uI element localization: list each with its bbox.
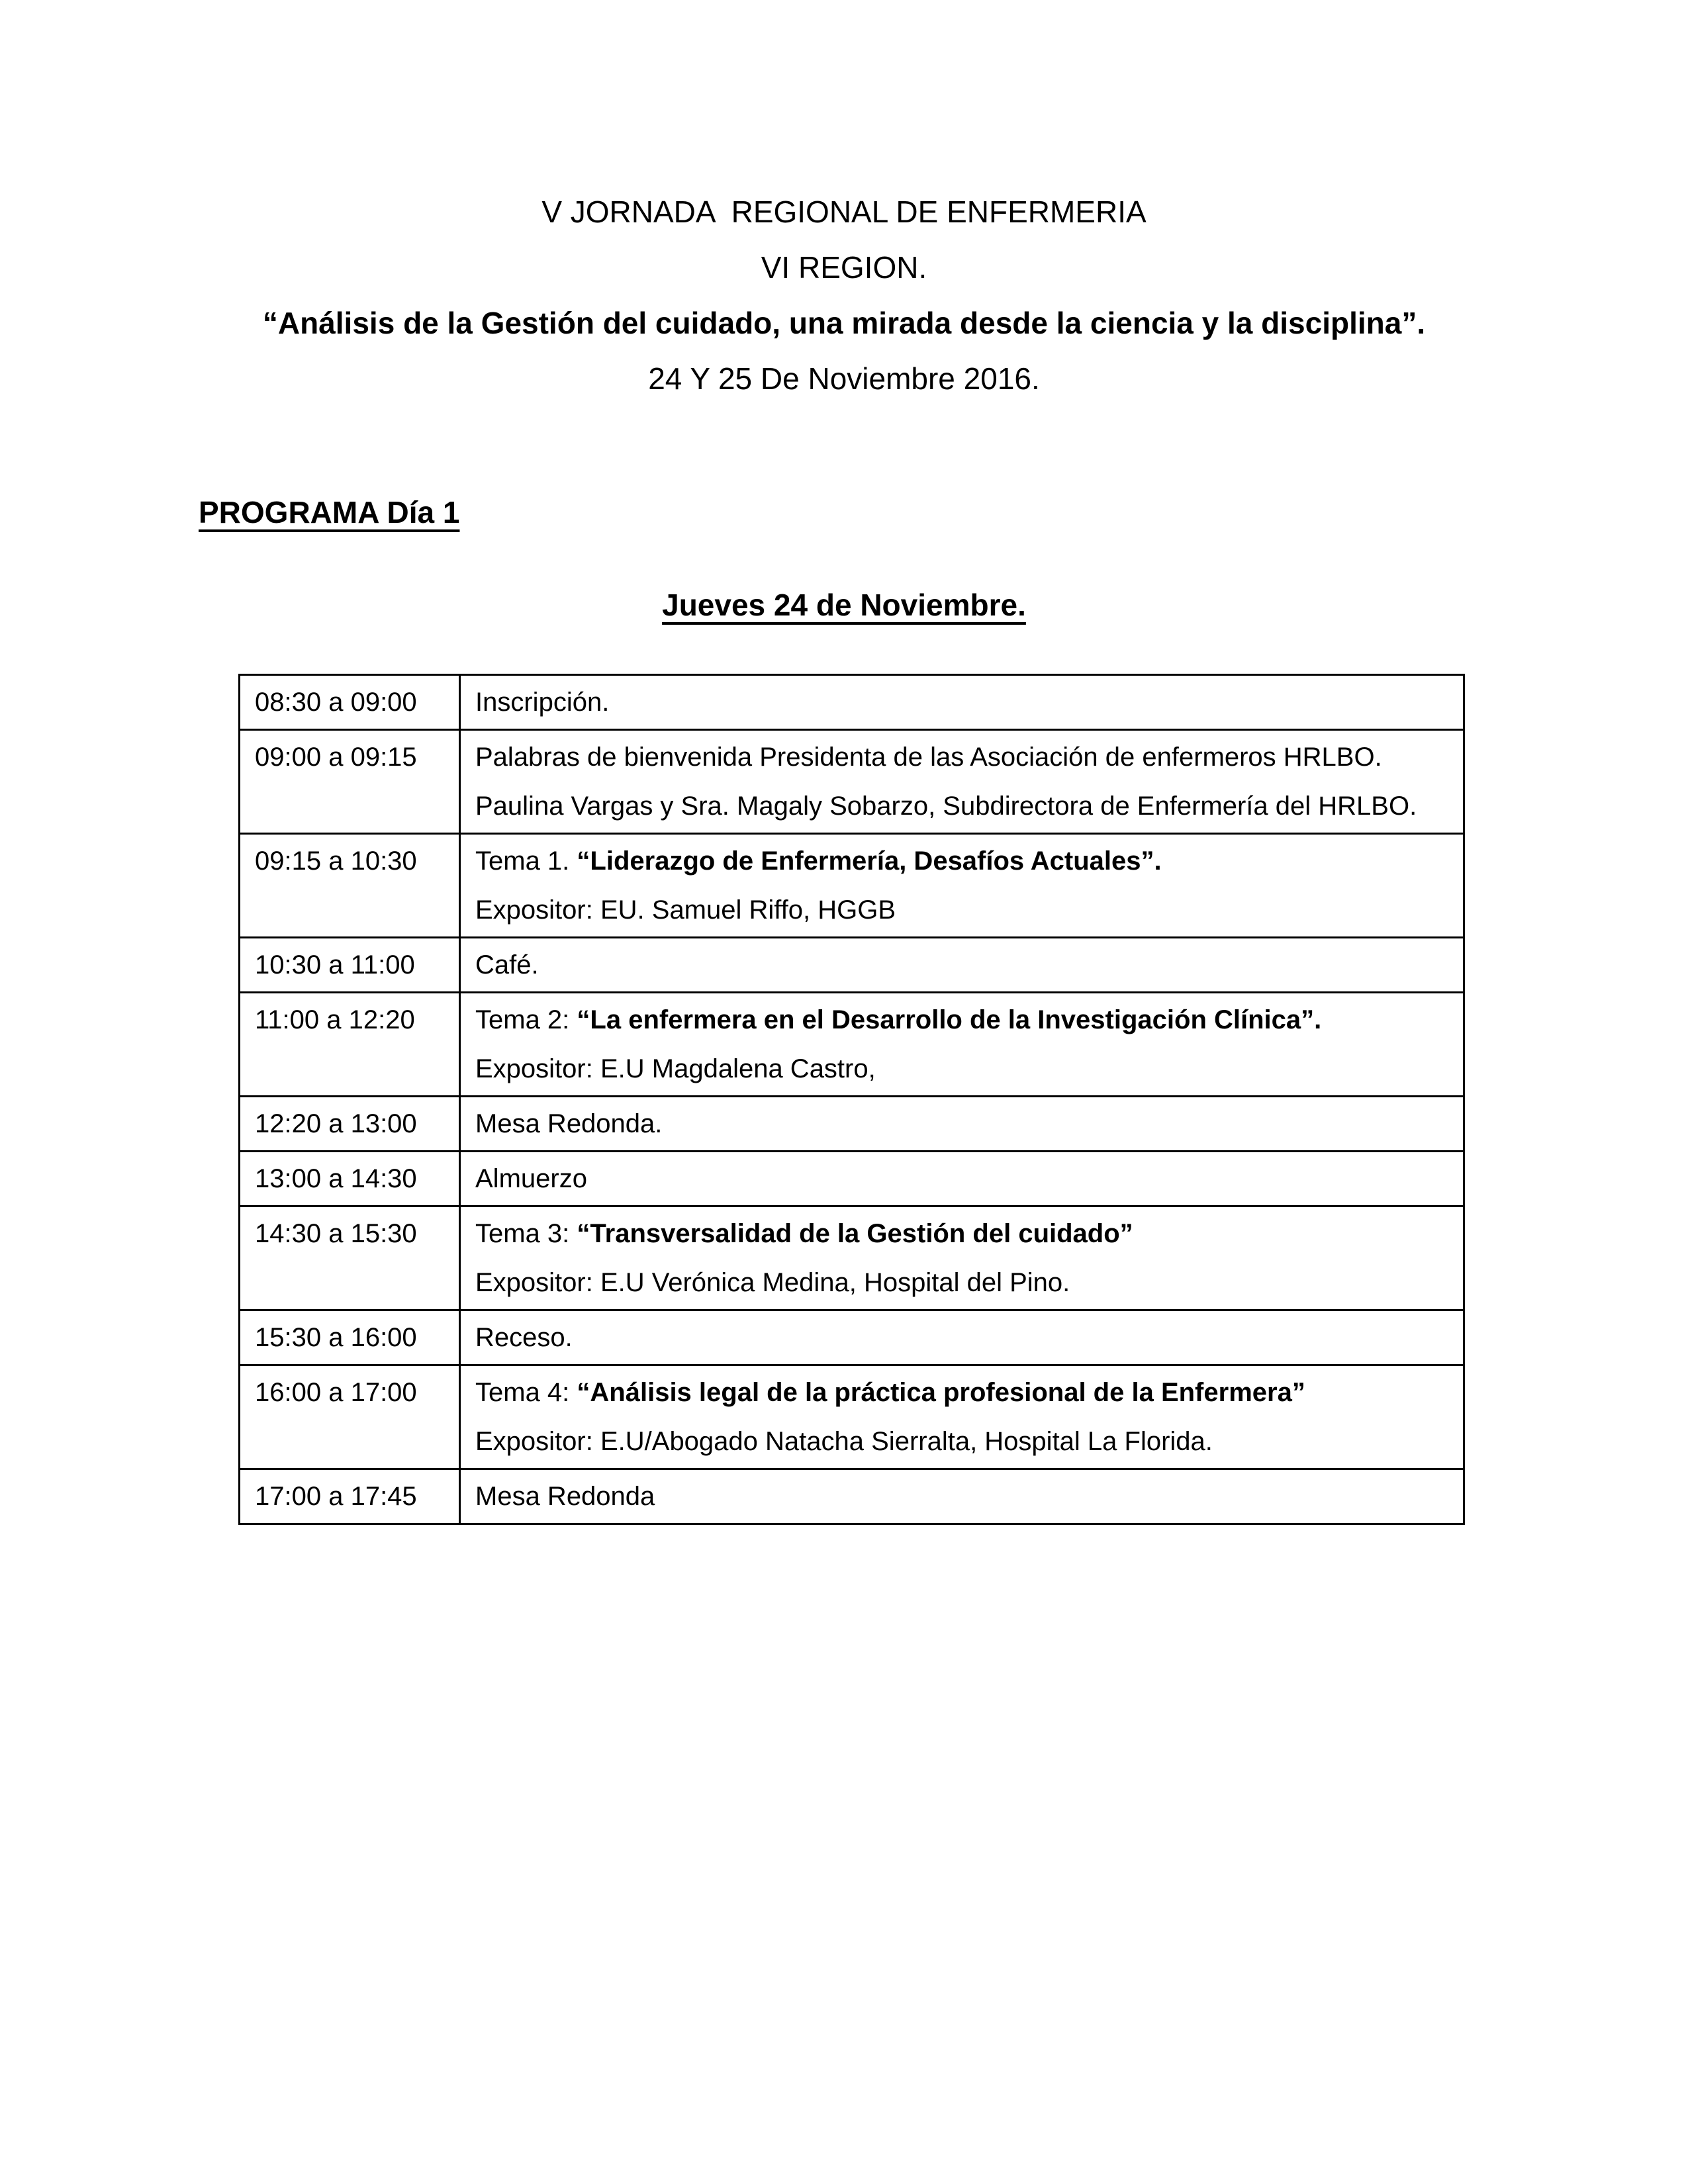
activity-topic-bold-text: “Análisis legal de la práctica profesional de la Enfermera” [577, 1378, 1305, 1407]
activity-cell [460, 1152, 1464, 1206]
activity-cell [460, 1469, 1464, 1524]
activity-cell [460, 675, 1464, 730]
table-row [240, 675, 1464, 730]
activity-cell [460, 730, 1464, 834]
activity-paragraph [475, 1044, 1450, 1093]
activity-text: Mesa Redonda [475, 1482, 655, 1511]
time-cell: 15:30 a 16:00 [240, 1310, 460, 1365]
program-day-heading: PROGRAMA Día 1 [199, 495, 460, 529]
activity-paragraph [475, 1472, 1450, 1521]
activity-paragraph [475, 678, 1450, 727]
activity-text: Mesa Redonda. [475, 1109, 663, 1138]
time-cell: 14:30 a 15:30 [240, 1206, 460, 1310]
time-cell: 09:15 a 10:30 [240, 834, 460, 938]
event-theme: “Análisis de la Gestión del cuidado, una mirada desde la ciencia y la disciplina”. [262, 306, 1426, 340]
activity-text: Almuerzo [475, 1164, 587, 1193]
schedule-table-body [240, 675, 1464, 1524]
activity-text: Palabras de bienvenida Presidenta de las Asociación de enfermeros HRLBO. Paulina Vargas y Sra. Magaly Sobarzo, Subdirectora de Enfermería del HRLBO. [475, 743, 1417, 821]
time-cell: 09:00 a 09:15 [240, 730, 460, 834]
table-row [240, 938, 1464, 993]
activity-cell [460, 1310, 1464, 1365]
activity-cell [460, 938, 1464, 993]
activity-paragraph [475, 1417, 1450, 1466]
activity-paragraph [475, 1099, 1450, 1148]
table-row [240, 1152, 1464, 1206]
activity-text: Tema 4: [475, 1378, 577, 1407]
activity-cell [460, 834, 1464, 938]
time-cell: 13:00 a 14:30 [240, 1152, 460, 1206]
table-row [240, 730, 1464, 834]
activity-paragraph [475, 1313, 1450, 1362]
activity-paragraph [475, 1258, 1450, 1307]
activity-topic-bold-text: “La enfermera en el Desarrollo de la Investigación Clínica”. [577, 1005, 1322, 1034]
activity-paragraph [475, 733, 1450, 831]
table-row [240, 1310, 1464, 1365]
activity-text: Café. [475, 950, 539, 979]
time-cell: 11:00 a 12:20 [240, 993, 460, 1097]
table-row [240, 993, 1464, 1097]
activity-paragraph [475, 886, 1450, 934]
table-row [240, 834, 1464, 938]
activity-paragraph [475, 837, 1450, 886]
activity-paragraph [475, 940, 1450, 989]
program-heading-line [199, 484, 1489, 540]
event-dates: 24 Y 25 De Noviembre 2016. [648, 361, 1040, 396]
activity-paragraph [475, 1368, 1450, 1417]
table-row [240, 1469, 1464, 1524]
activity-text: Inscripción. [475, 688, 610, 717]
activity-paragraph [475, 1209, 1450, 1258]
activity-text: Expositor: E.U Verónica Medina, Hospital del Pino. [475, 1268, 1070, 1297]
table-row [240, 1097, 1464, 1152]
activity-cell [460, 1365, 1464, 1469]
activity-cell [460, 993, 1464, 1097]
schedule-table [238, 674, 1465, 1525]
event-title: V JORNADA REGIONAL DE ENFERMERIA [541, 195, 1147, 229]
activity-text: Expositor: E.U Magdalena Castro, [475, 1054, 876, 1083]
activity-paragraph [475, 995, 1450, 1044]
day-date-heading: Jueves 24 de Noviembre. [662, 588, 1026, 622]
activity-text: Expositor: EU. Samuel Riffo, HGGB [475, 895, 896, 925]
activity-text: Expositor: E.U/Abogado Natacha Sierralta, Hospital La Florida. [475, 1427, 1213, 1456]
activity-text: Receso. [475, 1323, 573, 1352]
time-cell: 16:00 a 17:00 [240, 1365, 460, 1469]
day-heading-line [199, 577, 1489, 633]
activity-text: Tema 2: [475, 1005, 577, 1034]
time-cell: 10:30 a 11:00 [240, 938, 460, 993]
activity-cell [460, 1097, 1464, 1152]
title-block [199, 184, 1489, 406]
activity-topic-bold-text: “Liderazgo de Enfermería, Desafíos Actuales”. [577, 846, 1162, 876]
table-row [240, 1365, 1464, 1469]
time-cell: 12:20 a 13:00 [240, 1097, 460, 1152]
time-cell: 17:00 a 17:45 [240, 1469, 460, 1524]
time-cell: 08:30 a 09:00 [240, 675, 460, 730]
activity-text: Tema 3: [475, 1219, 577, 1248]
table-row [240, 1206, 1464, 1310]
event-region: VI REGION. [761, 250, 927, 285]
activity-text: Tema 1. [475, 846, 577, 876]
activity-topic-bold-text: “Transversalidad de la Gestión del cuidado” [577, 1219, 1133, 1248]
activity-cell [460, 1206, 1464, 1310]
activity-paragraph [475, 1154, 1450, 1203]
